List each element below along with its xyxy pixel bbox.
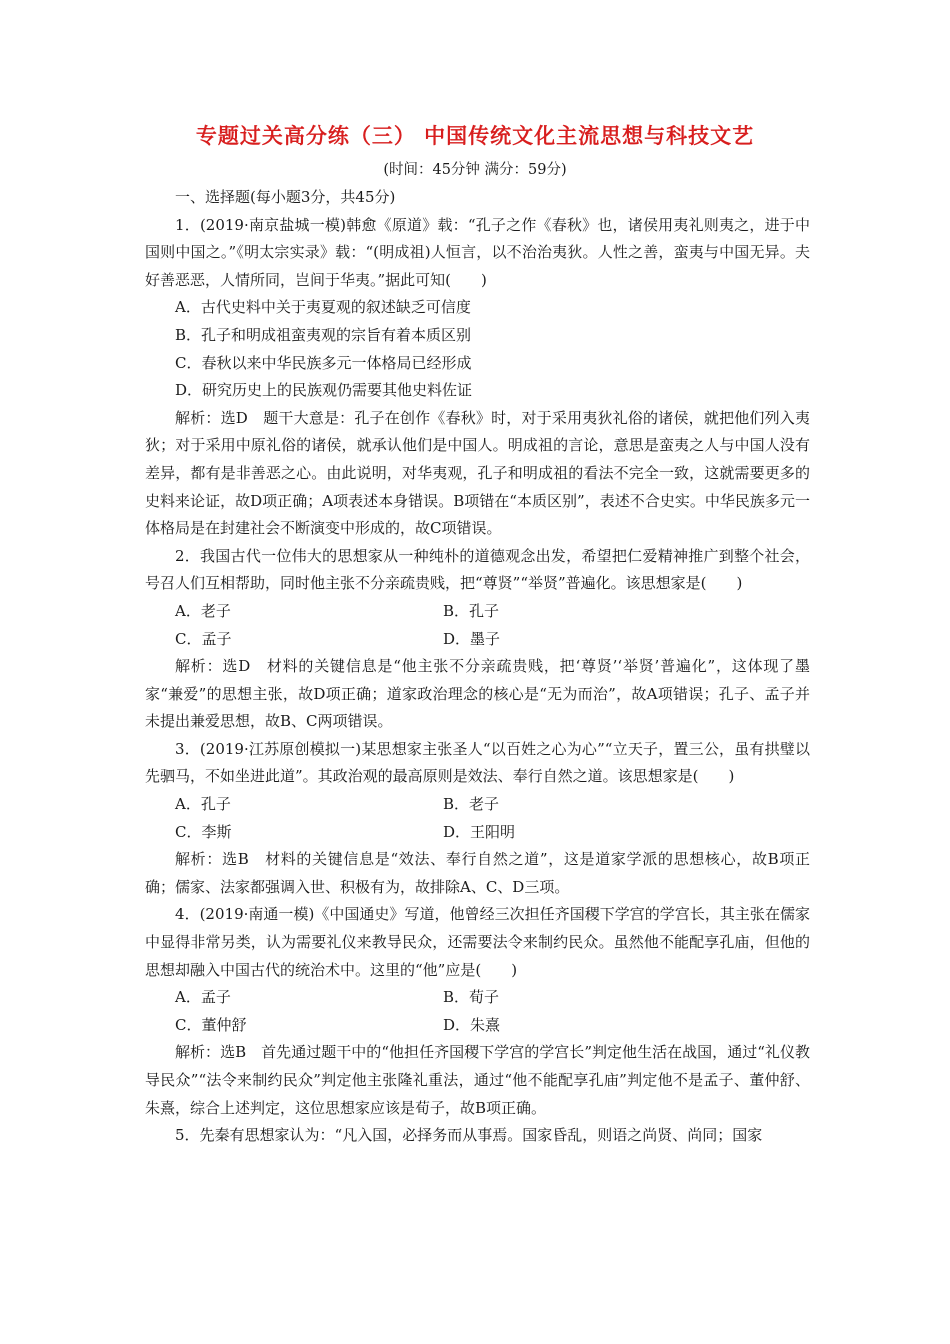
question-1-option-a: A．古代史料中关于夷夏观的叙述缺乏可信度 xyxy=(175,298,471,317)
question-2-options-row-1 xyxy=(145,598,810,626)
question-3-options-row-1 xyxy=(145,791,810,819)
question-4-options-row-2 xyxy=(145,1012,810,1040)
question-3-analysis: 解析：选B 材料的关键信息是“效法、奉行自然之道”，这是道家学派的思想核心，故B项正确；儒家、法家都强调入世、积极有为，故排除A、C、D三项。 xyxy=(145,850,810,896)
question-1-option-c: C．春秋以来中华民族多元一体格局已经形成 xyxy=(175,353,472,372)
page-title: 专题过关高分练（三） 中国传统文化主流思想与科技文艺 xyxy=(195,124,755,148)
question-5-stem: 5．先秦有思想家认为：“凡入国，必择务而从事焉。国家昏乱，则语之尚贤、尚同；国家 xyxy=(175,1126,763,1145)
question-2-option-a: A．老子 xyxy=(175,601,231,620)
question-4-option-a: A．孟子 xyxy=(175,988,231,1007)
question-4-stem: 4．(2019·南通一模)《中国通史》写道，他曾经三次担任齐国稷下学宫的学宫长，其主张在儒家中显得非常另类，认为需要礼仪来教导民众，还需要法令来制约民众。虽然他不能配享孔庙，但他的思想却融入中国古代的统治术中。这里的“他”应是( ) xyxy=(145,905,810,979)
question-4-options-row-1 xyxy=(145,984,810,1012)
question-4-analysis: 解析：选B 首先通过题干中的“他担任齐国稷下学宫的学宫长”判定他生活在战国，通过“礼仪教导民众”“法令来制约民众”判定他主张隆礼重法，通过“他不能配享孔庙”判定他不是孟子、董仲舒、朱熹，综合上述判定，这位思想家应该是荀子，故B项正确。 xyxy=(145,1043,810,1117)
question-3-options-row-2 xyxy=(145,819,810,847)
question-1-option-b: B．孔子和明成祖蛮夷观的宗旨有着本质区别 xyxy=(175,325,472,344)
question-1-analysis: 解析：选D 题干大意是：孔子在创作《春秋》时，对于采用夷狄礼俗的诸侯，就把他们列入夷狄；对于采用中原礼俗的诸侯，就承认他们是中国人。明成祖的言论，意思是蛮夷之人与中国人没有差异，都有是非善恶之心。由此说明，对华夷观，孔子和明成祖的看法不完全一致，这就需要更多的史料来论证，故D项正确；A项表述本身错误。B项错在“本质区别”，表述不合史实。中华民族多元一体格局是在封建社会不断演变中形成的，故C项错误。 xyxy=(145,408,810,538)
question-4-option-c: C．董仲舒 xyxy=(175,1015,247,1034)
question-3-stem: 3．(2019·江苏原创模拟一)某思想家主张圣人“以百姓之心为心”“立天子，置三公，虽有拱璧以先驷马，不如坐进此道”。其政治观的最高原则是效法、奉行自然之道。该思想家是( ) xyxy=(145,739,810,786)
question-2-option-c: C．孟子 xyxy=(175,629,232,648)
question-2-option-d: D．墨子 xyxy=(443,629,501,648)
question-2-option-b: B．孔子 xyxy=(443,601,500,620)
question-3-option-d: D．王阳明 xyxy=(443,822,516,841)
question-3-option-a: A．孔子 xyxy=(175,795,231,814)
question-4-option-d: D．朱熹 xyxy=(443,1015,501,1034)
question-4-option-b: B．荀子 xyxy=(443,988,500,1007)
question-1-stem: 1．(2019·南京盐城一模)韩愈《原道》载：“孔子之作《春秋》也，诸侯用夷礼则夷之，进于中国则中国之。”《明太宗实录》载：“(明成祖)人恒言，以不治治夷狄。人性之善，蛮夷与中国无异。夫好善恶恶，人情所同，岂间于华夷。”据此可知( ) xyxy=(145,215,810,289)
question-2-analysis: 解析：选D 材料的关键信息是“他主张不分亲疏贵贱，把‘尊贤’‘举贤’普遍化”，这体现了墨家“兼爱”的思想主张，故D项正确；道家政治理念的核心是“无为而治”，故A项错误；孔子、孟子并未提出兼爱思想，故B、C两项错误。 xyxy=(145,657,810,731)
section-heading: 一、选择题(每小题3分，共45分) xyxy=(175,188,396,206)
question-3-option-b: B．老子 xyxy=(443,795,500,814)
exam-info: (时间：45分钟 满分：59分) xyxy=(383,162,567,178)
question-3-option-c: C．李斯 xyxy=(175,822,232,841)
question-2-stem: 2．我国古代一位伟大的思想家从一种纯朴的道德观念出发，希望把仁爱精神推广到整个社会，号召人们互相帮助，同时他主张不分亲疏贵贱，把“尊贤”“举贤”普遍化。该思想家是( ) xyxy=(145,546,810,593)
question-2-options-row-2 xyxy=(145,626,810,654)
exam-content xyxy=(145,184,810,1150)
question-1-option-d: D．研究历史上的民族观仍需要其他史料佐证 xyxy=(175,381,473,400)
